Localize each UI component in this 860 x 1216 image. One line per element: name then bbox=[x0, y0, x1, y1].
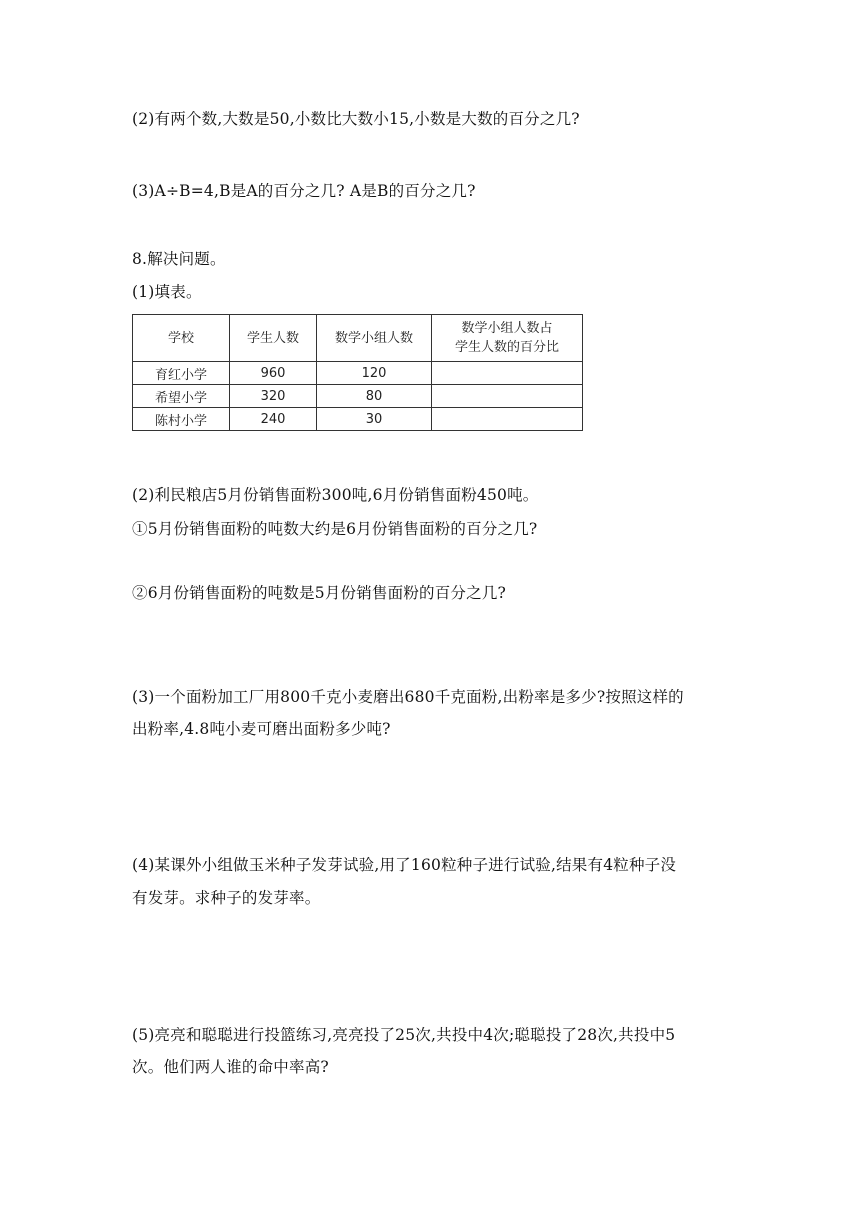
cell-percentage-blank bbox=[432, 362, 583, 385]
question-8-part-5-line-1: (5)亮亮和聪聪进行投篮练习,亮亮投了25次,共投中4次;聪聪投了28次,共投中5 bbox=[132, 1026, 676, 1044]
cell-students: 960 bbox=[230, 362, 317, 385]
table-row bbox=[133, 385, 583, 408]
cell-math-group: 80 bbox=[317, 385, 432, 408]
question-8-part-2-intro: (2)利民粮店5月份销售面粉300吨,6月份销售面粉450吨。 bbox=[132, 486, 539, 504]
cell-school: 希望小学 bbox=[133, 385, 230, 408]
header-percentage bbox=[432, 315, 583, 362]
question-8-part-5-line-2: 次。他们两人谁的命中率高? bbox=[132, 1058, 329, 1076]
cell-school: 育红小学 bbox=[133, 362, 230, 385]
question-8-part-2-a: ①5月份销售面粉的吨数大约是6月份销售面粉的百分之几? bbox=[132, 520, 538, 538]
question-7-part-2: (2)有两个数,大数是50,小数比大数小15,小数是大数的百分之几? bbox=[132, 110, 580, 128]
question-7-part-3: (3)A÷B=4,B是A的百分之几? A是B的百分之几? bbox=[132, 182, 476, 200]
header-percentage-line-1: 数学小组人数占 bbox=[461, 321, 553, 336]
question-8-title: 8.解决问题。 bbox=[132, 250, 226, 268]
header-math-group-count: 数学小组人数 bbox=[317, 315, 432, 362]
question-8-part-2-b: ②6月份销售面粉的吨数是5月份销售面粉的百分之几? bbox=[132, 584, 507, 602]
fill-in-table bbox=[132, 314, 583, 431]
header-school: 学校 bbox=[133, 315, 230, 362]
table-header-row bbox=[133, 315, 583, 362]
question-8-part-3-line-1: (3)一个面粉加工厂用800千克小麦磨出680千克面粉,出粉率是多少?按照这样的 bbox=[132, 688, 684, 706]
cell-percentage-blank bbox=[432, 385, 583, 408]
question-8-part-4-line-2: 有发芽。求种子的发芽率。 bbox=[132, 889, 321, 907]
question-8-part-3-line-2: 出粉率,4.8吨小麦可磨出面粉多少吨? bbox=[132, 720, 391, 738]
question-8-part-4-line-1: (4)某课外小组做玉米种子发芽试验,用了160粒种子进行试验,结果有4粒种子没 bbox=[132, 856, 677, 874]
header-student-count: 学生人数 bbox=[230, 315, 317, 362]
question-8-part-1-label: (1)填表。 bbox=[132, 283, 202, 301]
cell-percentage-blank bbox=[432, 408, 583, 431]
cell-math-group: 30 bbox=[317, 408, 432, 431]
table-row bbox=[133, 362, 583, 385]
cell-students: 240 bbox=[230, 408, 317, 431]
cell-students: 320 bbox=[230, 385, 317, 408]
cell-math-group: 120 bbox=[317, 362, 432, 385]
cell-school: 陈村小学 bbox=[133, 408, 230, 431]
header-percentage-line-2: 学生人数的百分比 bbox=[454, 340, 559, 355]
table-row bbox=[133, 408, 583, 431]
